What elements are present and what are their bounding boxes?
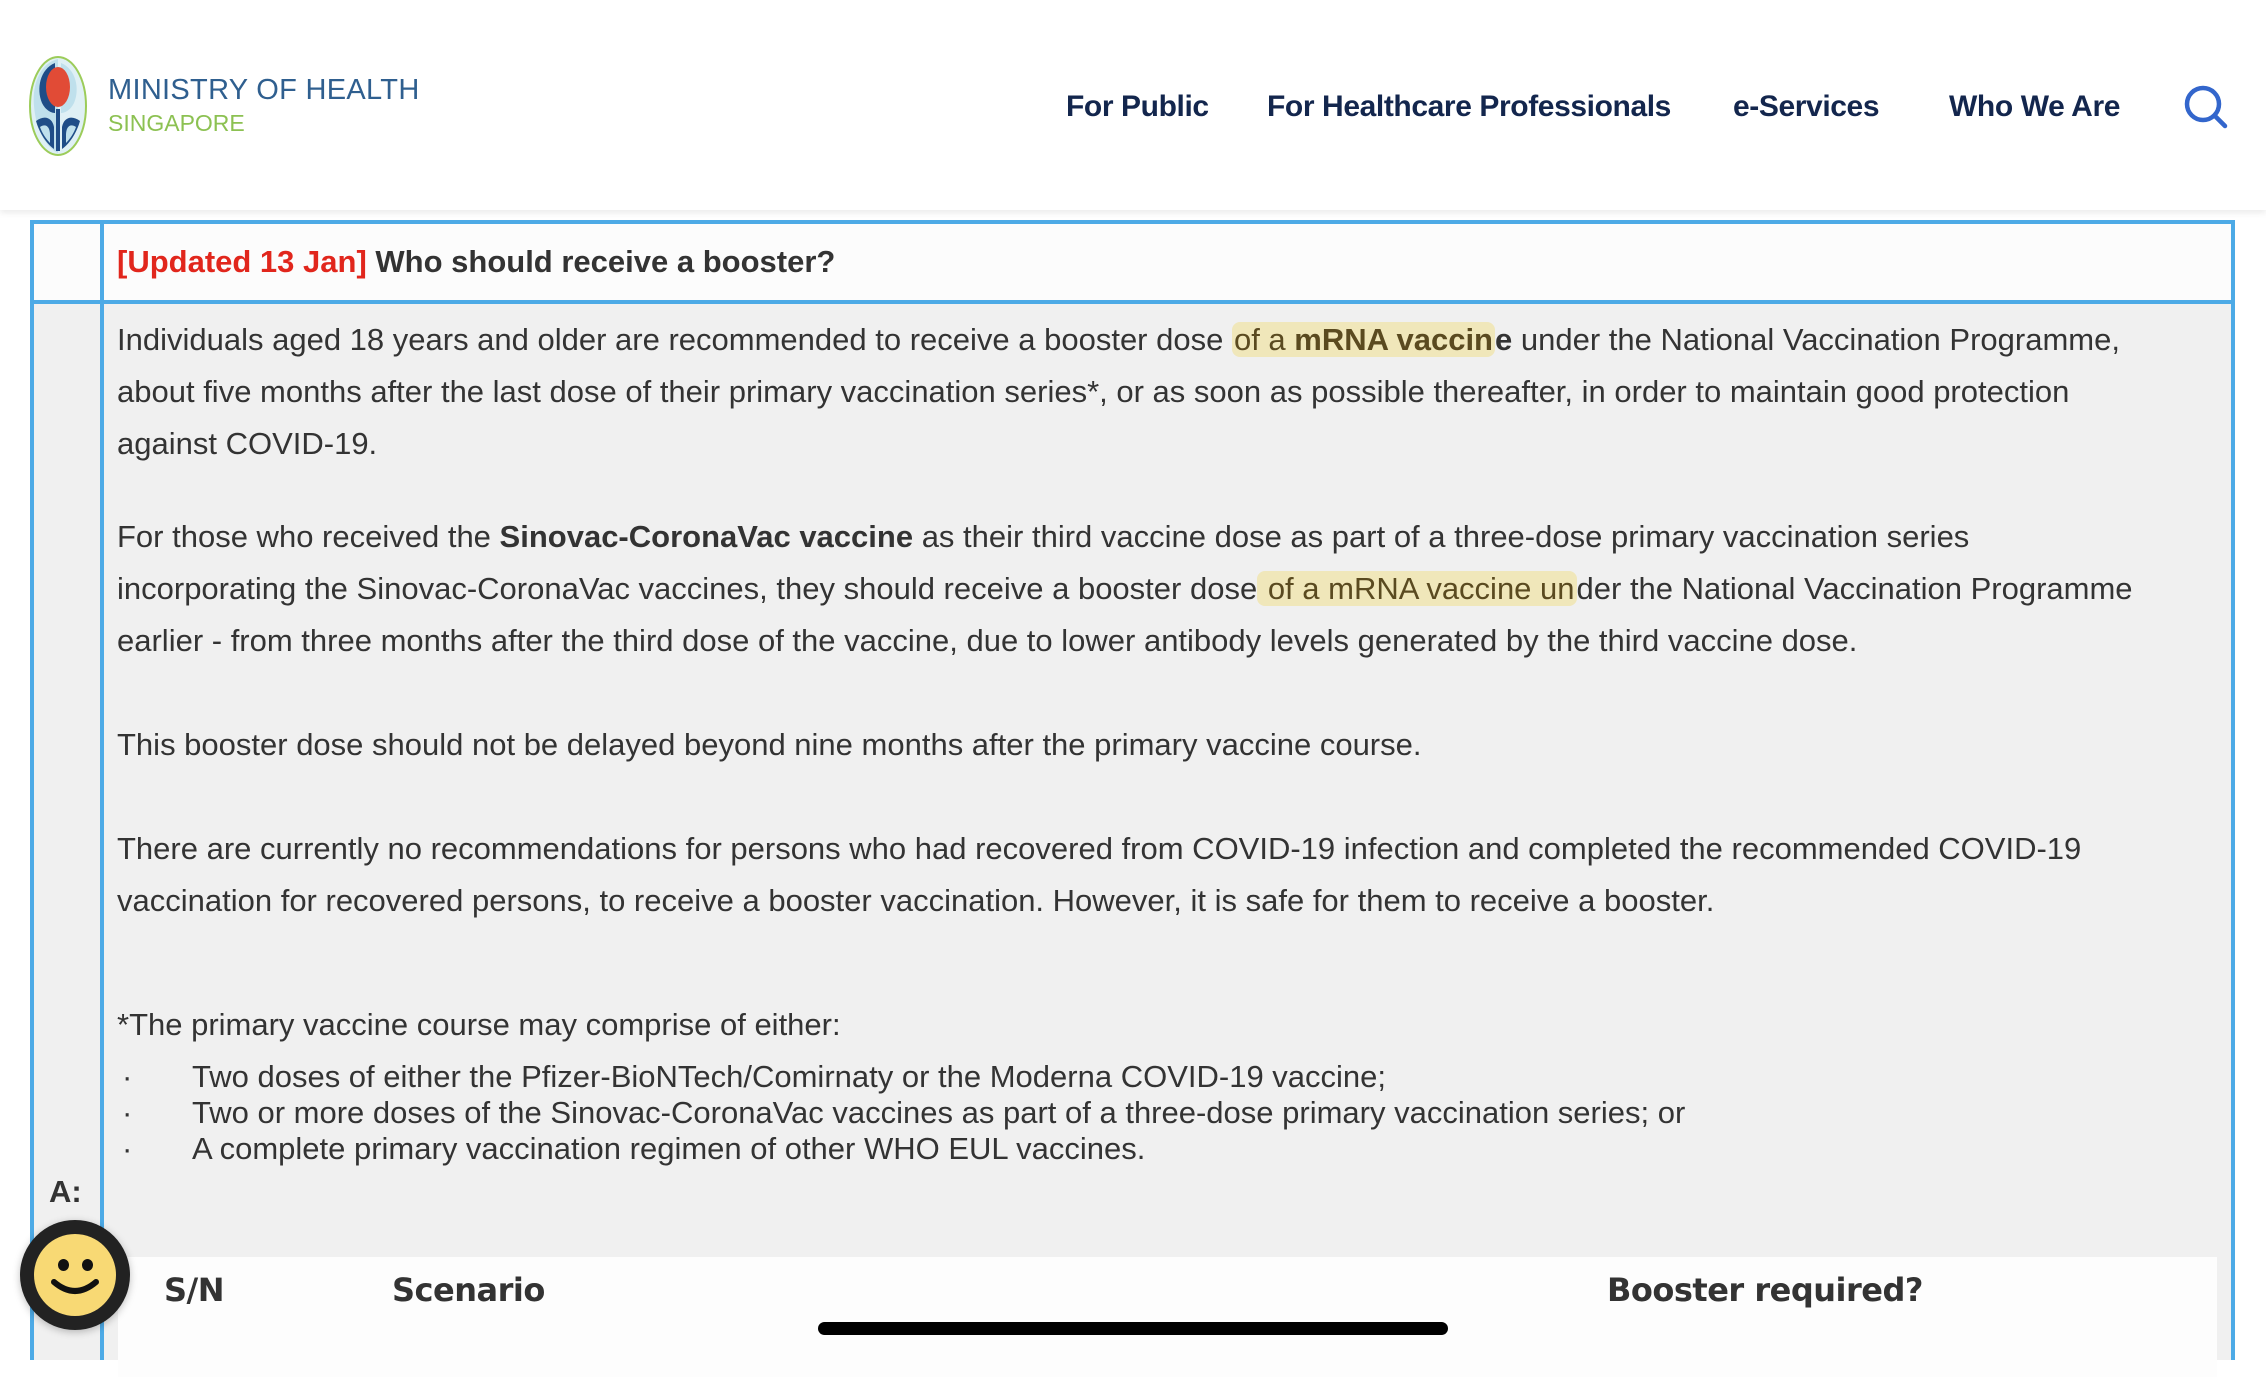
header-scenario: Scenario	[392, 1271, 545, 1309]
logo-subtitle[interactable]: SINGAPORE	[108, 110, 245, 136]
paragraph-1-line-2: about five months after the last dose of their primary vaccination series*, or as soon as possible thereafter, in order to maintain good protection	[117, 374, 2070, 409]
paragraph-2	[117, 511, 2133, 667]
site-header	[0, 0, 2266, 210]
paragraph-4-line-2: vaccination for recovered persons, to receive a booster vaccination. However, it is safe for them to receive a booster.	[117, 883, 1715, 918]
paragraph-4-line-1: There are currently no recommendations for persons who had recovered from COVID-19 infection and completed the recommended COVID-19	[117, 831, 2082, 866]
faq-table	[30, 220, 2235, 1360]
nav-who-we-are[interactable]: Who We Are	[1949, 90, 2121, 123]
smiley-mouth	[34, 1234, 116, 1316]
paragraph-1-line-1: Individuals aged 18 years and older are recommended to receive a booster dose of a mRNA vaccine under the National Vaccination Programme,	[117, 322, 2120, 357]
paragraph-1-line-3: against COVID-19.	[117, 426, 378, 461]
answer-label: A:	[49, 1174, 82, 1209]
bullet-item: Two doses of either the Pfizer-BioNTech/Comirnaty or the Moderna COVID-19 vaccine;	[192, 1059, 1387, 1094]
search-icon[interactable]	[2183, 84, 2229, 130]
column-divider	[100, 224, 104, 1360]
bullet-dot: ·	[122, 1131, 133, 1166]
paragraph-1	[117, 314, 2120, 470]
feedback-button[interactable]	[20, 1220, 130, 1330]
home-indicator[interactable]	[818, 1322, 1448, 1335]
nav-for-healthcare-professionals[interactable]: For Healthcare Professionals	[1267, 90, 1671, 123]
paragraph-3: This booster dose should not be delayed beyond nine months after the primary vaccine course.	[117, 727, 1422, 762]
paragraph-2-line-3: earlier - from three months after the third dose of the vaccine, due to lower antibody levels generated by the third vaccine dose.	[117, 623, 1858, 658]
question-title: Who should receive a booster?	[375, 244, 836, 279]
scenario-table	[118, 1257, 2217, 1377]
bullet-item: Two or more doses of the Sinovac-CoronaVac vaccines as part of a three-dose primary vaccination series; or	[192, 1095, 1686, 1130]
smiley-face-icon	[34, 1234, 116, 1316]
highlight-mrna-1: of a mRNA vaccin	[1233, 322, 1493, 357]
bullet-dot: ·	[122, 1095, 133, 1130]
nav-e-services[interactable]: e-Services	[1733, 90, 1880, 123]
moh-logo-icon[interactable]	[28, 55, 88, 157]
bullet-item: A complete primary vaccination regimen of other WHO EUL vaccines.	[192, 1131, 1146, 1166]
logo-title[interactable]: MINISTRY OF HEALTH	[108, 74, 420, 106]
question-row	[34, 224, 2231, 304]
updated-tag: [Updated 13 Jan]	[117, 244, 367, 279]
footnote: *The primary vaccine course may comprise of either:	[117, 1007, 841, 1042]
question-text	[117, 244, 835, 280]
nav-for-public[interactable]: For Public	[1066, 90, 1209, 123]
highlight-mrna-2: of a mRNA vaccine un	[1259, 571, 1575, 606]
paragraph-2-line-2: incorporating the Sinovac-CoronaVac vaccines, they should receive a booster dose of a mRNA vaccine under the National Vaccination Programme	[117, 571, 2133, 606]
header-booster-required: Booster required?	[1607, 1271, 1923, 1309]
paragraph-2-line-1: For those who received the Sinovac-CoronaVac vaccine as their third vaccine dose as part of a three-dose primary vaccination series	[117, 519, 1970, 554]
paragraph-4	[117, 823, 2081, 927]
bullet-dot: ·	[122, 1059, 133, 1094]
header-sn: S/N	[164, 1271, 225, 1309]
